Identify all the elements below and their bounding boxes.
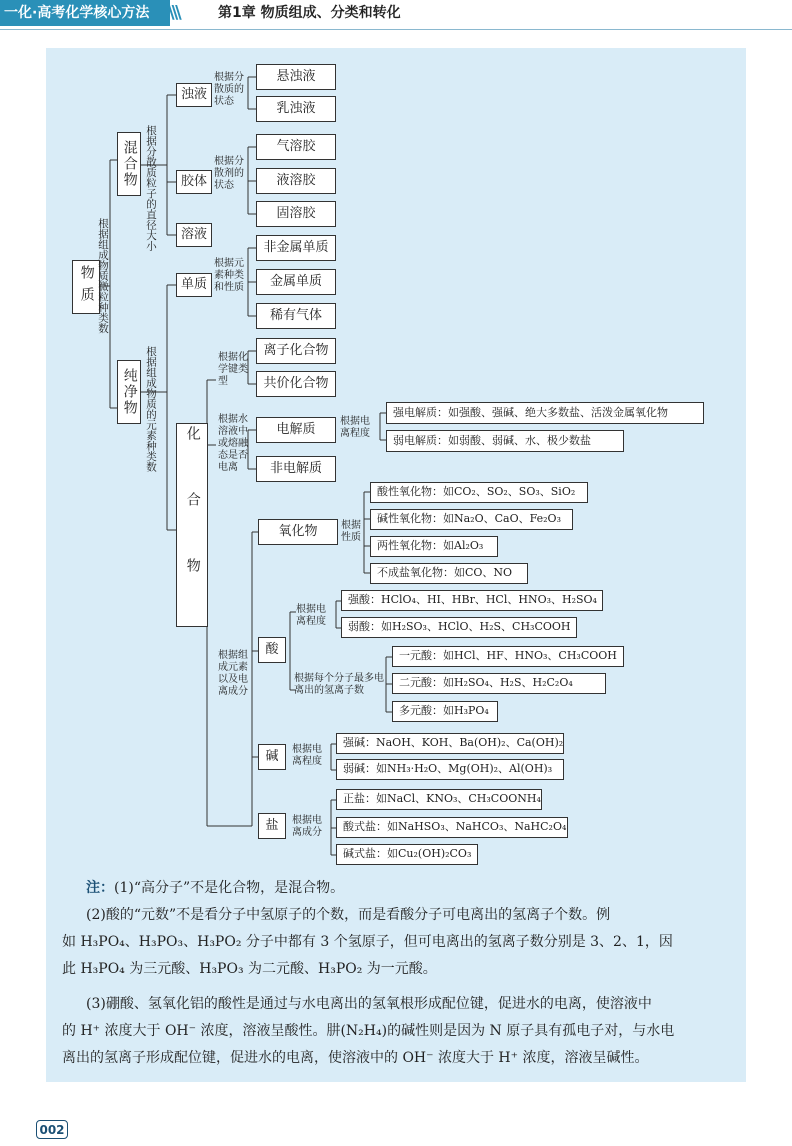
node-colloid: 胶体 — [176, 170, 212, 194]
criterion-ionization: 根据水溶液中或熔融态是否电离 — [218, 414, 248, 473]
node-mixture-label: 混合物 — [121, 140, 138, 188]
node-base-type: 强碱：NaOH、KOH、Ba(OH)₂、Ca(OH)₂ — [336, 733, 564, 754]
chapter-title: 第1章 物质组成、分类和转化 — [218, 5, 401, 21]
node-oxide-type: 碱性氧化物：如Na₂O、CaO、Fe₂O₃ — [370, 509, 573, 530]
criterion-particle-size: 根据分散质粒子的直径大小 — [145, 125, 157, 251]
node-compound-label: 化合物 — [184, 426, 201, 624]
criterion-dispersant-state: 根据分散剂的状态 — [214, 156, 244, 191]
node-salt-type: 正盐：如NaCl、KNO₃、CH₃COONH₄ — [336, 789, 542, 810]
node-colloid-type: 气溶胶 — [256, 134, 336, 160]
node-nonelectrolyte: 非电解质 — [256, 456, 336, 482]
node-mixture — [117, 132, 141, 196]
node-pure-label: 纯净物 — [121, 368, 138, 416]
node-suspension-type: 乳浊液 — [256, 96, 336, 122]
note-line — [86, 876, 756, 900]
note-1: (1)“高分子”不是化合物，是混合物。 — [114, 880, 345, 896]
criterion-oxide-property: 根据性质 — [341, 520, 361, 543]
node-element: 单质 — [176, 273, 212, 297]
node-colloid-type: 固溶胶 — [256, 201, 336, 227]
header-slash-decoration: \\\ — [168, 2, 179, 23]
note-label: 注： — [86, 880, 114, 896]
note-line: (2)酸的“元数”不是看分子中氢原子的个数，而是看酸分子可电离出的氢离子个数。例 — [86, 907, 611, 923]
node-colloid-type: 液溶胶 — [256, 168, 336, 194]
note-line: 如 H₃PO₄、H₃PO₃、H₃PO₂ 分子中都有 3 个氢原子，但可电离出的氢离子数分别是 3、2、1，因 — [62, 934, 673, 950]
note-line: 此 H₃PO₄ 为三元酸、H₃PO₃ 为二元酸、H₃PO₂ 为一元酸。 — [62, 961, 437, 977]
criterion-element-count: 根据组成物质的元素种类数 — [145, 346, 157, 472]
node-salt-type: 酸式盐：如NaHSO₃、NaHCO₃、NaHC₂O₄ — [336, 817, 568, 838]
criterion-composition: 根据组成元素以及电离成分 — [218, 650, 248, 697]
node-salt: 盐 — [258, 813, 286, 839]
node-compound — [176, 423, 208, 627]
node-acid-strength: 弱酸：如H₂SO₃、HClO、H₂S、CH₃COOH — [341, 617, 577, 638]
node-suspension-type: 悬浊液 — [256, 64, 336, 90]
node-oxide: 氧化物 — [258, 519, 338, 545]
node-oxide-type: 酸性氧化物：如CO₂、SO₂、SO₃、SiO₂ — [370, 482, 588, 503]
node-salt-type: 碱式盐：如Cu₂(OH)₂CO₃ — [336, 844, 478, 865]
node-acid: 酸 — [258, 637, 286, 663]
criterion-element-kind: 根据元素种类和性质 — [214, 258, 244, 293]
series-title: 一化·高考化学核心方法 — [0, 0, 170, 26]
node-matter-label: 物质 — [78, 265, 95, 309]
criterion-dispersed-state: 根据分散质的状态 — [214, 72, 244, 107]
node-weak-electrolyte: 弱电解质：如弱酸、弱碱、水、极少数盐 — [386, 430, 624, 452]
node-bond-type: 共价化合物 — [256, 371, 336, 397]
note-line: (3)硼酸、氢氧化铝的酸性是通过与水电离出的氢氧根形成配位键，促进水的电离，使溶液中 — [86, 996, 652, 1012]
criterion-base-ionization: 根据电离程度 — [292, 744, 322, 767]
criterion-acid-ionization: 根据电离程度 — [296, 604, 326, 627]
node-pure-substance — [117, 360, 141, 424]
criterion-bond-type: 根据化学键类型 — [218, 352, 248, 387]
node-electrolyte: 电解质 — [256, 417, 336, 443]
node-element-type: 稀有气体 — [256, 303, 336, 329]
criterion-acid-basicity: 根据每个分子最多电离出的氢离子数 — [294, 673, 384, 696]
node-acid-basicity: 二元酸：如H₂SO₄、H₂S、H₂C₂O₄ — [392, 673, 606, 694]
node-acid-strength: 强酸：HClO₄、HI、HBr、HCl、HNO₃、H₂SO₄ — [341, 590, 603, 611]
criterion-ionization-degree: 根据电离程度 — [340, 416, 370, 439]
node-acid-basicity: 多元酸：如H₃PO₄ — [392, 701, 498, 722]
node-base: 碱 — [258, 744, 286, 770]
node-suspension: 浊液 — [176, 83, 212, 107]
note-line: 离出的氢离子形成配位键，促进水的电离，使溶液中的 OH⁻ 浓度大于 H⁺ 浓度，溶液呈碱性。 — [62, 1050, 649, 1066]
node-element-type: 金属单质 — [256, 269, 336, 295]
node-base-type: 弱碱：如NH₃·H₂O、Mg(OH)₂、Al(OH)₃ — [336, 759, 564, 780]
node-bond-type: 离子化合物 — [256, 338, 336, 364]
criterion-salt-composition: 根据电离成分 — [292, 815, 322, 838]
node-element-type: 非金属单质 — [256, 235, 336, 261]
node-strong-electrolyte: 强电解质：如强酸、强碱、绝大多数盐、活泼金属氧化物 — [386, 402, 704, 424]
page-number: 002 — [36, 1120, 68, 1139]
node-solution: 溶液 — [176, 223, 212, 247]
criterion-particle-types: 根据组成物质微粒种类数 — [97, 218, 109, 334]
node-acid-basicity: 一元酸：如HCl、HF、HNO₃、CH₃COOH — [392, 646, 624, 667]
node-oxide-type: 两性氧化物：如Al₂O₃ — [370, 536, 498, 557]
note-line: 的 H⁺ 浓度大于 OH⁻ 浓度，溶液呈酸性。肼(N₂H₄)的碱性则是因为 N 原子具有孤电子对，与水电 — [62, 1023, 675, 1039]
node-oxide-type: 不成盐氧化物：如CO、NO — [370, 563, 528, 584]
